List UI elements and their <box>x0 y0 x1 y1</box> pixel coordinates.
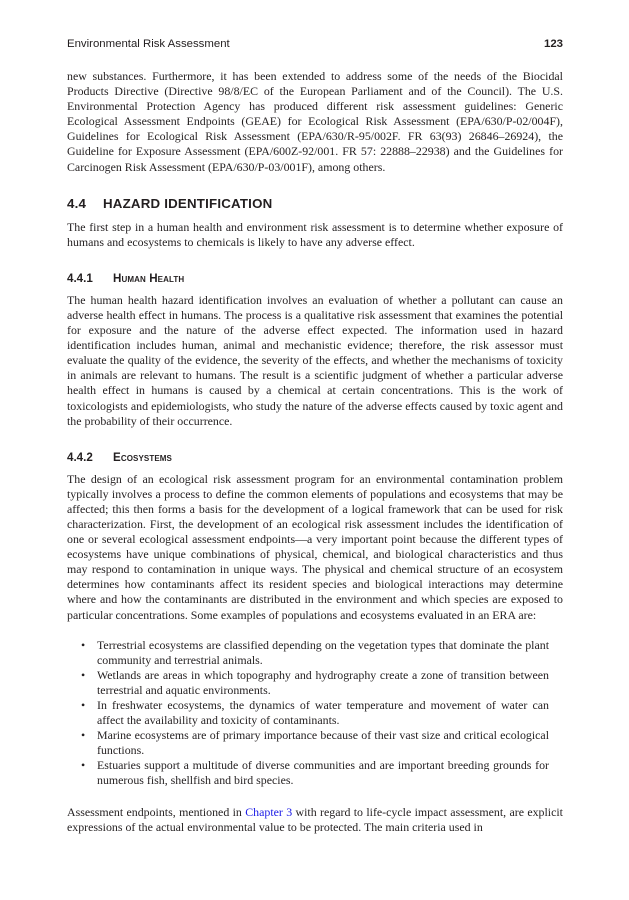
list-item-text: Marine ecosystems are of primary importance because of their vast size and critical ecological functions. <box>97 728 549 758</box>
subsection-title: Human Health <box>113 271 185 285</box>
intro-paragraph: new substances. Furthermore, it has been extended to address some of the needs of the Biocidal Products Directive (Directive 98/8/EC of the European Parliament and of the Council). The U.S. Environmental Protection Agency has produced different risk assessment guidelines: Generic Ecological Assessment Endpoints (GEAE) for Ecological Risk Assessment (EPA/630/P-02/004F), Guidelines for Ecological Risk Assessment (EPA/630/R-95/002F. FR 63(93) 26846–26924), the Guideline for Exposure Assessment (EPA/600Z-92/001. FR 57: 22888–22938) and the Guidelines for Carcinogen Risk Assessment (EPA/630/P-03/001F), among others. <box>67 69 563 174</box>
bullet-icon: • <box>81 698 86 712</box>
list-item <box>81 728 549 758</box>
list-item <box>81 758 549 788</box>
bullet-icon: • <box>81 667 86 682</box>
assessment-endpoints-paragraph <box>67 805 563 835</box>
document-page <box>67 38 563 835</box>
section-heading-hazard-identification <box>67 196 563 211</box>
list-item <box>81 637 549 668</box>
page-number: 123 <box>543 38 563 50</box>
list-item-text: Terrestrial ecosystems are classified depending on the vegetation types that dominate the plant community and terrestrial animals. <box>97 637 549 667</box>
bullet-icon: • <box>81 637 86 652</box>
bullet-icon: • <box>81 728 86 743</box>
section-title: HAZARD IDENTIFICATION <box>103 195 273 211</box>
paragraph-text-before-link: Assessment endpoints, mentioned in <box>67 804 246 819</box>
running-title: Environmental Risk Assessment <box>67 38 230 50</box>
hazard-identification-paragraph: The first step in a human health and environment risk assessment is to determine whether exposure of humans and ecosystems to chemicals is likely to have any adverse effect. <box>67 219 563 249</box>
section-number: 4.4 <box>67 195 87 211</box>
paragraph-text-after-link: with regard to life-cycle impact assessment, are explicit expressions of the actual environmental value to be protected. The main criteria used in <box>67 804 563 834</box>
subsection-title: Ecosystems <box>113 450 172 464</box>
bullet-icon: • <box>81 758 86 773</box>
chapter-3-link[interactable]: Chapter 3 <box>245 804 293 819</box>
subsection-heading-ecosystems <box>67 451 563 464</box>
list-item-text: Estuaries support a multitude of diverse communities and are important breeding grounds for numerous fish, shellfish and bird species. <box>97 758 549 788</box>
subsection-number: 4.4.1 <box>67 271 93 285</box>
human-health-paragraph: The human health hazard identification involves an evaluation of whether a pollutant can cause an adverse health effect in humans. The process is a qualitative risk assessment that examines the potential for exposure and the nature of the adverse effect expected. The information used in hazard identification includes human, animal and mechanistic evidence; therefore, the risk assessor must evaluate the quality of the evidence, the severity of the effects, and whether the mechanisms of toxicity in animals are relevant to humans. The result is a scientific judgment of whether a particular adverse health effect in humans is caused by a chemical at certain concentrations. This is the work of toxicologists and epidemiologists, who study the nature of the adverse effects caused by toxic agent and the probability of their occurrence. <box>67 292 563 428</box>
ecosystem-examples-list <box>67 638 563 789</box>
list-item <box>81 698 549 728</box>
subsection-number: 4.4.2 <box>67 450 93 464</box>
list-item-text: In freshwater ecosystems, the dynamics of water temperature and movement of water can affect the availability and toxicity of contaminants. <box>97 698 549 728</box>
subsection-heading-human-health <box>67 272 563 285</box>
list-item <box>81 667 549 698</box>
list-item-text: Wetlands are areas in which topography and hydrography create a zone of transition between terrestrial and aquatic environments. <box>97 667 549 697</box>
running-header <box>67 38 563 50</box>
ecosystems-paragraph: The design of an ecological risk assessment program for an environmental contamination problem typically involves a process to define the common elements of populations and ecosystems that may be affected; this then forms a basis for the development of a logical framework that can be used for risk characterization. First, the development of an ecological risk assessment includes the identification of one or several ecological assessment endpoints—a very important point because the different types of ecosystems have unique combinations of physical, chemical, and biological characteristics and thus may respond to contamination in unique ways. The physical and chemical structure of an ecosystem determines how contaminants affect its resident species and biological interactions may determine where and how the contaminants are distributed in the environment and which species are exposed to particular concentrations. Some examples of populations and ecosystems evaluated in an ERA are: <box>67 471 563 622</box>
